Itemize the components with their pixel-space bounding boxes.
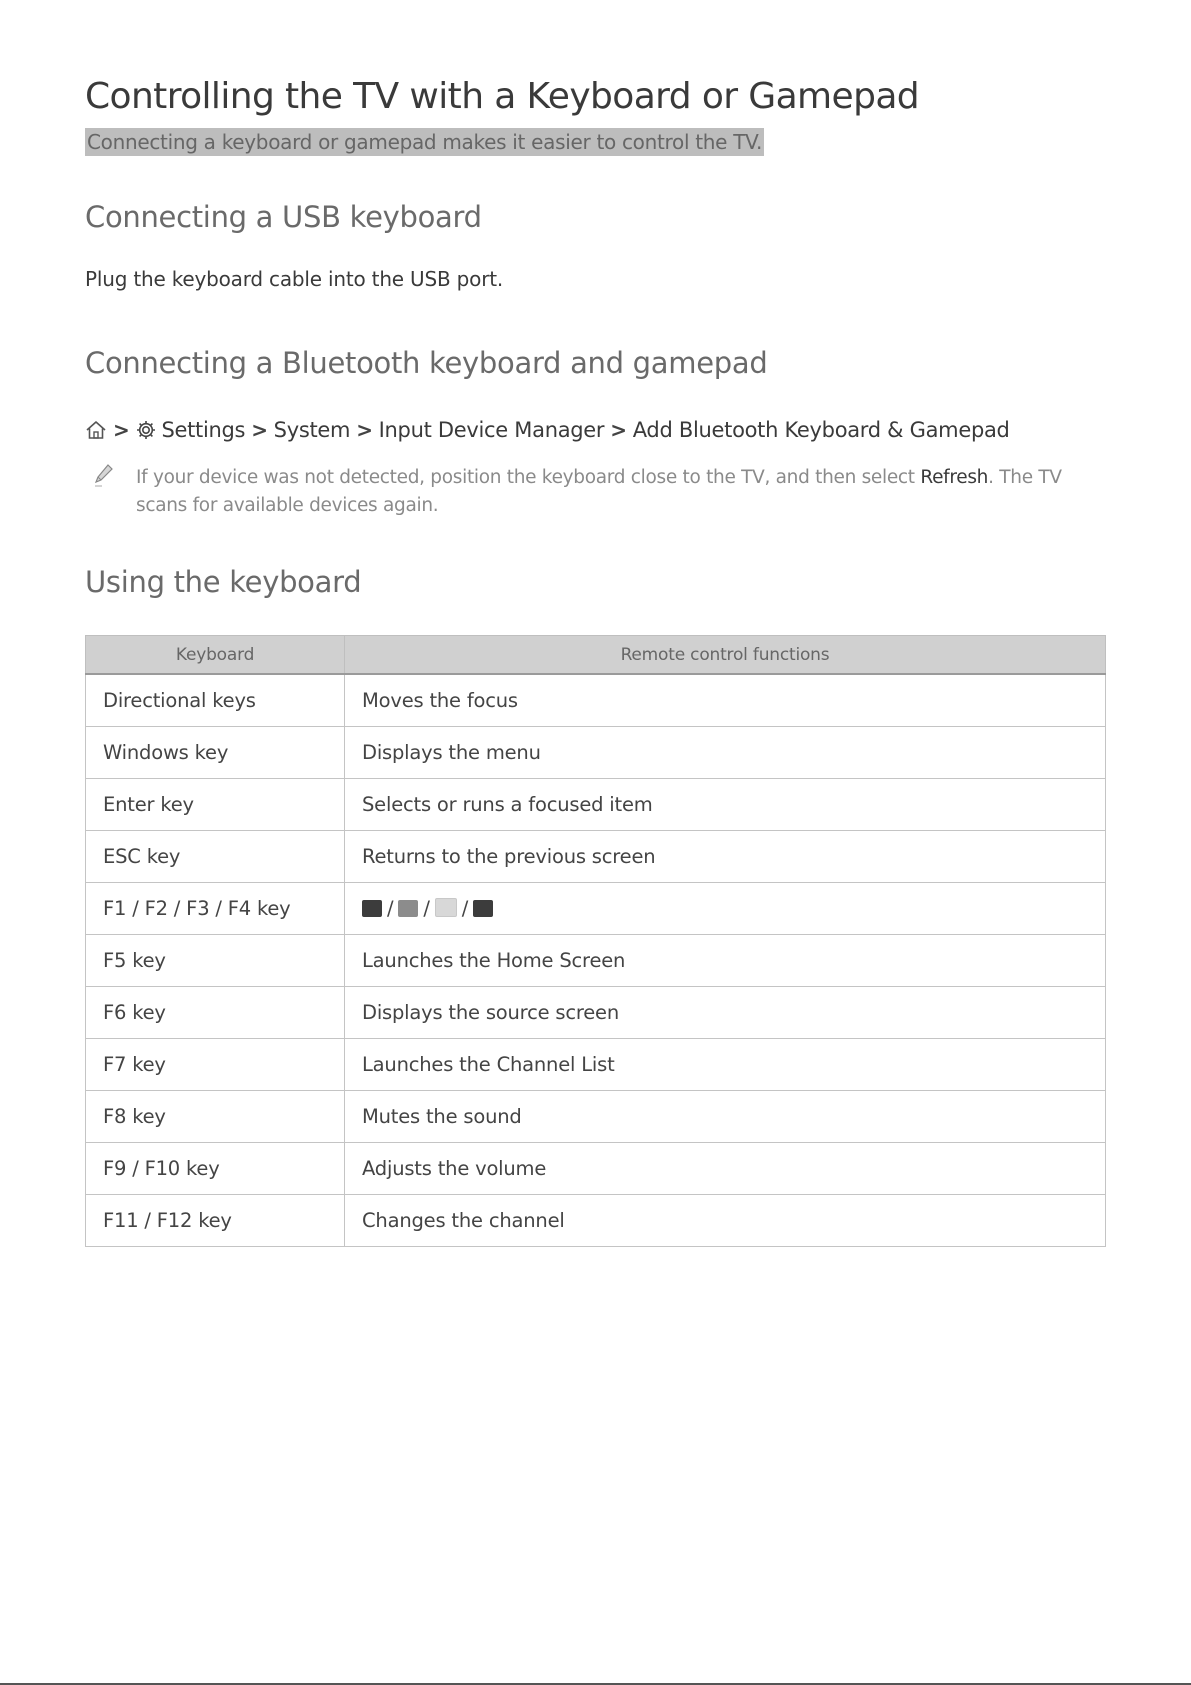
table-header-keyboard: Keyboard <box>86 636 345 675</box>
table-cell-function-color-buttons <box>345 883 1106 935</box>
table-row <box>86 1091 1106 1143</box>
table-row <box>86 1195 1106 1247</box>
path-item-input-device-manager: Input Device Manager <box>378 418 605 442</box>
table-row <box>86 987 1106 1039</box>
table-row <box>86 1143 1106 1195</box>
table-cell-function: Displays the source screen <box>345 987 1106 1039</box>
keyboard-function-table <box>85 635 1106 1247</box>
color-button-2-icon <box>398 900 418 917</box>
table-row <box>86 727 1106 779</box>
path-separator: > <box>610 418 627 442</box>
table-cell-function: Launches the Channel List <box>345 1039 1106 1091</box>
table-cell-key: Enter key <box>86 779 345 831</box>
table-cell-function: Launches the Home Screen <box>345 935 1106 987</box>
table-row <box>86 779 1106 831</box>
table-cell-key: F1 / F2 / F3 / F4 key <box>86 883 345 935</box>
color-button-1-icon <box>362 900 382 917</box>
gear-icon <box>135 419 157 441</box>
pencil-note-icon <box>93 462 115 488</box>
table-row <box>86 1039 1106 1091</box>
page-title: Controlling the TV with a Keyboard or Gamepad <box>85 76 920 117</box>
table-cell-key: F7 key <box>86 1039 345 1091</box>
table-header-functions: Remote control functions <box>345 636 1106 675</box>
note-text-before: If your device was not detected, position the keyboard close to the TV, and then select <box>136 467 921 488</box>
color-button-3-icon <box>435 898 457 917</box>
note-text <box>136 464 1116 520</box>
bluetooth-section-heading: Connecting a Bluetooth keyboard and gamepad <box>85 346 768 380</box>
table-cell-key: F9 / F10 key <box>86 1143 345 1195</box>
using-keyboard-heading: Using the keyboard <box>85 565 362 599</box>
page-subtitle: Connecting a keyboard or gamepad makes it easier to control the TV. <box>87 130 763 154</box>
menu-path <box>85 414 1010 446</box>
refresh-label: Refresh <box>920 467 989 488</box>
color-separator: / <box>423 897 430 920</box>
table-cell-function: Selects or runs a focused item <box>345 779 1106 831</box>
path-item-add-bluetooth: Add Bluetooth Keyboard & Gamepad <box>632 418 1010 442</box>
table-cell-key: F11 / F12 key <box>86 1195 345 1247</box>
table-cell-function: Returns to the previous screen <box>345 831 1106 883</box>
table-cell-function: Mutes the sound <box>345 1091 1106 1143</box>
table-row <box>86 674 1106 727</box>
color-separator: / <box>387 897 394 920</box>
note-text-after: . The TV scans for available devices again. <box>136 467 1062 516</box>
table-cell-key: F5 key <box>86 935 345 987</box>
table-cell-function: Changes the channel <box>345 1195 1106 1247</box>
table-cell-function: Displays the menu <box>345 727 1106 779</box>
color-separator: / <box>461 897 469 920</box>
table-cell-function: Adjusts the volume <box>345 1143 1106 1195</box>
table-cell-key: Windows key <box>86 727 345 779</box>
table-cell-key: F8 key <box>86 1091 345 1143</box>
table-cell-key: ESC key <box>86 831 345 883</box>
table-header-row <box>86 636 1106 675</box>
table-row <box>86 883 1106 935</box>
path-separator: > <box>113 418 130 442</box>
path-item-system: System <box>273 418 351 442</box>
table-cell-key: Directional keys <box>86 674 345 727</box>
table-row <box>86 831 1106 883</box>
usb-section-text: Plug the keyboard cable into the USB port. <box>85 267 504 291</box>
home-icon <box>85 419 107 441</box>
usb-section-heading: Connecting a USB keyboard <box>85 200 482 234</box>
table-row <box>86 935 1106 987</box>
path-item-settings: Settings <box>161 418 246 442</box>
color-button-4-icon <box>473 900 493 917</box>
path-separator: > <box>251 418 268 442</box>
path-separator: > <box>356 418 373 442</box>
table-cell-key: F6 key <box>86 987 345 1039</box>
table-cell-function: Moves the focus <box>345 674 1106 727</box>
